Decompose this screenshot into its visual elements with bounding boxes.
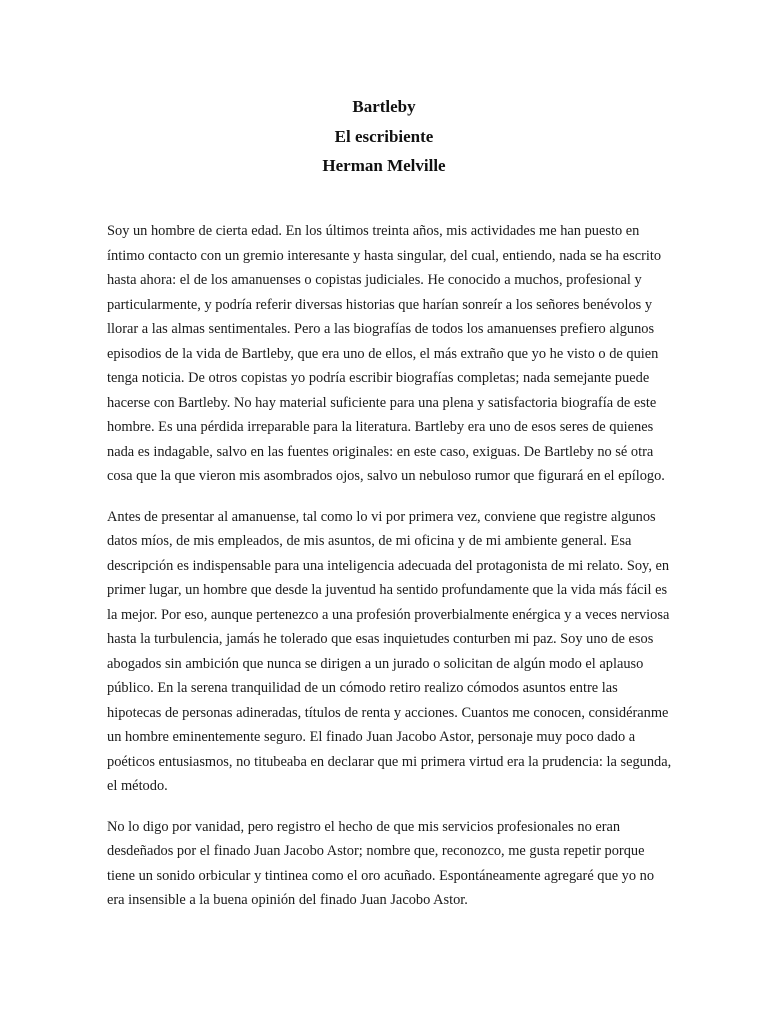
text-line: hacerse con Bartleby. No hay material suficiente para una plena y satisfactoria biografía de este	[107, 394, 657, 411]
text-line: desdeñados por el finado Juan Jacobo Astor; nombre que, reconozco, me gusta repetir porque	[107, 843, 645, 859]
text-line: datos míos, de mis empleados, de mis asuntos, de mi oficina y de mi ambiente general. Esa	[107, 533, 632, 549]
text-line: cosa que la que vieron mis asombrados ojos, salvo un nebuloso rumor que figurará en el epílogo.	[107, 468, 665, 484]
body-text	[107, 219, 672, 929]
text-line: un hombre eminentemente seguro. El finado Juan Jacobo Astor, personaje muy poco dado a	[107, 729, 636, 745]
text-line: hasta ahora: el de los amanuenses o copistas judiciales. He conocido a muchos, profesional y	[107, 272, 642, 288]
text-line: íntimo contacto con un gremio interesante y hasta singular, del cual, entiendo, nada se ha escrito	[107, 247, 662, 264]
document-author: Herman Melville	[322, 156, 446, 175]
title-block	[0, 92, 768, 181]
text-line: la mejor. Por eso, aunque pertenezco a una profesión proverbialmente enérgica y a veces nerviosa	[107, 606, 670, 623]
text-line: particularmente, y podría referir diversas historias que harían sonreír a los señores benévolos y	[107, 296, 653, 313]
document-title: Bartleby	[352, 97, 416, 116]
text-line: episodios de la vida de Bartleby, que era uno de ellos, el más extraño que yo he visto o de quien	[107, 345, 659, 362]
text-line: el método.	[107, 778, 168, 794]
text-line: tiene un sonido orbicular y tintinea como el oro acuñado. Espontáneamente agregaré que yo no	[107, 867, 655, 884]
paragraph	[107, 505, 672, 799]
text-line: llorar a las almas sentimentales. Pero a las biografías de todos los amanuenses prefiero algunos	[107, 321, 655, 337]
text-line: Antes de presentar al amanuense, tal como lo vi por primera vez, conviene que registre algunos	[107, 508, 656, 525]
text-line: era insensible a la buena opinión del finado Juan Jacobo Astor.	[107, 892, 468, 908]
text-line: público. En la serena tranquilidad de un cómodo retiro realizo cómodos asuntos entre las	[107, 680, 618, 696]
text-line: descripción es indispensable para una inteligencia adecuada del protagonista de mi relato. Soy, en	[107, 557, 670, 574]
paragraph	[107, 815, 663, 913]
text-line: hombre. Es una pérdida irreparable para la literatura. Bartleby era uno de esos seres de quienes	[107, 419, 654, 435]
paragraph	[107, 219, 663, 489]
text-line: No lo digo por vanidad, pero registro el hecho de que mis servicios profesionales no eran	[107, 818, 621, 835]
text-line: abogados sin ambición que nunca se dirigen a un jurado o solicitan de algún modo el aplauso	[107, 655, 644, 672]
text-line: poéticos entusiasmos, no titubeaba en declarar que mi primera virtud era la prudencia: la segunda,	[107, 753, 672, 770]
text-line: nada es indagable, salvo en las fuentes originales: en este caso, exiguas. De Bartleby no sé otra	[107, 443, 654, 460]
text-line: tenga noticia. De otros copistas yo podría escribir biografías completas; nada semejante puede	[107, 370, 650, 386]
document-subtitle: El escribiente	[334, 126, 434, 146]
text-line: primer lugar, un hombre que desde la juventud ha sentido profundamente que la vida más fácil es	[107, 582, 668, 598]
text-line: hasta la turbulencia, jamás he tolerado que esas inquietudes conturben mi paz. Soy uno de esos	[107, 631, 654, 647]
text-line: hipotecas de personas adineradas, títulos de renta y acciones. Cuantos me conocen, considéranme	[107, 704, 669, 721]
text-line: Soy un hombre de cierta edad. En los últimos treinta años, mis actividades me han puesto en	[107, 223, 640, 239]
